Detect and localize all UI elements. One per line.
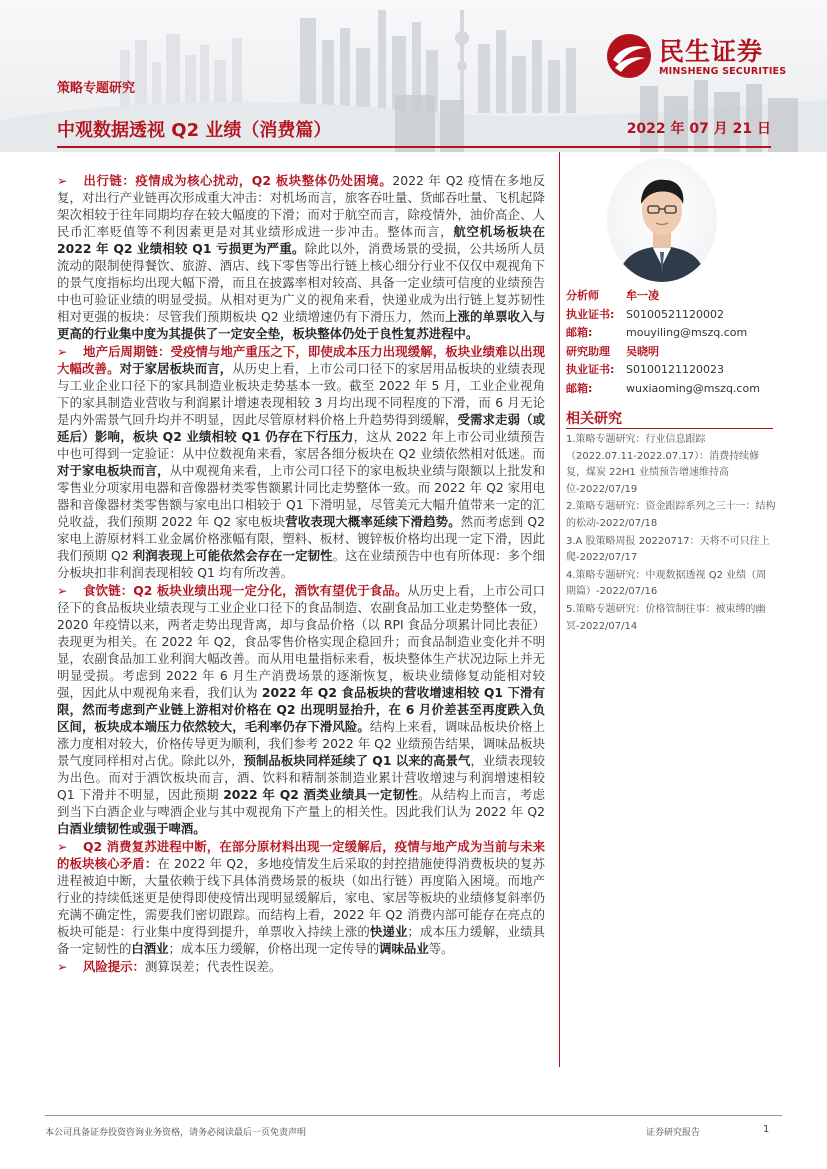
paragraph-consumption-recovery: ➢ Q2 消费复苏进程中断，在部分原材料出现一定缓解后，疫情与地产成为当前与未来的板块核心矛盾：在 2022 年 Q2，多地疫情发生后采取的封控措施使得消费板块的复苏进程被迫中断，大量依赖于线下具体消费场景的板块（如出行链）再度陷入困境。而地产行业的持续低迷更是使得即使疫情出现明显缓解后，家电、家居等板块的业绩修复斜率仍充满不确定性，需要我们密切跟踪。而结构上看，2022 年 Q2 消费内部可能存在亮点的板块可能是：行业集中度得到提升，单票收入持续上涨的快递业；成本压力缓解，业绩具备一定韧性的白酒业；成本压力缓解，价格出现一定传导的调味品业等。 [57, 839, 546, 956]
report-title: 中观数据透视 Q2 业绩（消费篇） [57, 120, 332, 141]
paragraph-travel: ➢ 出行链：疫情成为核心扰动，Q2 板块整体仍处困境。2022 年 Q2 疫情在多地反复，对出行产业链再次形成重大冲击：对机场而言，旅客吞吐量、货邮吞吐量、飞机起降架次相较于往年同期均存在较大幅度的下滑；而对于航空而言，除疫情外，油价高企、人民币汇率贬值等不利因素更是对其业绩形成进一步冲击。整体而言，航空机场板块在 2022 年 Q2 业绩相较 Q1 亏损更为严重。除此以外，消费场景的受损，公共场所人员流动的限制使得餐饮、旅游、酒店、线下零售等出行链上核心细分行业不仅仅中观视角下的景气度指标均出现大幅下滑，而且在披露率相对较高、具备一定业绩可信度的业绩预告中也可验证业绩的明显受损。从相对更为广义的视角来看，快递业成为出行链上复苏韧性相对更强的板块：尽管我们预期板块 Q2 业绩增速仍有下滑压力，然而上涨的单票收入与更高的行业集中度为其提供了一定安全垫，板块整体仍处于良性复苏进程中。 [57, 173, 546, 341]
related-research-divider [566, 428, 773, 429]
column-divider [559, 152, 560, 1067]
analyst-info [566, 287, 776, 398]
logo-text-cn: 民生证券 [659, 37, 764, 66]
analyst-row: 研究助理 吴晓明 [566, 344, 659, 358]
related-research-item[interactable]: 5.策略专题研究：价格管制往事：被束缚的幽冥-2022/07/14 [566, 603, 766, 632]
logo-text-en: MINSHENG SECURITIES [659, 66, 787, 77]
related-research-title: 相关研究 [566, 411, 622, 427]
footer-divider [45, 1115, 782, 1116]
paragraph-risk: ➢ 风险提示：测算误差；代表性误差。 [57, 959, 282, 974]
footer-doc-type: 证券研究报告 [646, 1128, 701, 1138]
report-date: 2022 年 07 月 21 日 [626, 121, 771, 137]
paragraph-real-estate: ➢ 地产后周期链：受疫情与地产重压之下，即使成本压力出现缓解，板块业绩难以出现大幅改善。对于家居板块而言，从历史上看，上市公司口径下的家居用品板块的业绩表现与工业企业口径下的家具制造业板块走势基本一致。截至 2022 年 5 月，工业企业视角下的家具制造业营收与利润累计增速表现相较 3 月均出现不同程度的下滑，而 6 月无论是内外需景气回升均并不明显，因此尽管原材料价格上升趋势得到缓解，受需求走弱（或延后）影响，板块 Q2 业绩相较 Q1 仍存在下行压力，这从 2022 年上市公司业绩预告中也可得到一定验证：从中位数视角来看，家居各细分板块在 Q2 业绩依然相对低迷。而对于家电板块而言，从中观视角来看，上市公司口径下的家电板块业绩与限额以上批发和零售业分项家用电器和音像器材类零售额累计同比走势整体一致。而 2022 年 Q2 家用电器和音像器材类零售额与家电出口相较于 Q1 下滑明显，尽管美元大幅升值带来一定的汇兑收益，我们预期 2022 年 Q2 家电板块营收表现大概率延续下滑趋势。然而考虑到 Q2 家电上游原材料工业金属价格涨幅有限，塑料、板材、镀锌板价格均出现一定下滑，因此我们预期 Q2 利润表现上可能依然会存在一定韧性。这在业绩预告中也有所体现：多个细分板块扣非利润表现相较 Q1 均有所改善。 [57, 344, 546, 580]
page-number: 1 [763, 1124, 770, 1135]
report-type: 策略专题研究 [57, 81, 136, 96]
bullet-arrow-icon: ➢ [57, 839, 68, 854]
header-banner [0, 0, 827, 152]
analyst-row: 邮箱: mouyiling@mszq.com [566, 326, 748, 339]
analyst-portrait-image [607, 158, 717, 282]
related-research-list [566, 432, 776, 636]
bullet-arrow-icon: ➢ [57, 959, 68, 974]
report-body [57, 172, 545, 975]
header-divider [57, 146, 771, 148]
analyst-row: 执业证书: S0100121120023 [566, 363, 724, 376]
analyst-photo [607, 158, 717, 282]
bullet-arrow-icon: ➢ [57, 173, 68, 188]
analyst-row: 分析师 牟一凌 [566, 289, 659, 302]
related-research-item[interactable]: 1.策略专题研究：行业信息跟踪（2022.07.11-2022.07.17）：消费持续修复，煤炭 22H1 业绩预告增速维持高位-2022/07/19 [566, 434, 760, 495]
analyst-row: 邮箱: wuxiaoming@mszq.com [566, 381, 760, 395]
company-logo [605, 30, 805, 86]
related-research-item[interactable]: 2.策略专题研究：资金跟踪系列之三十一：结构的松动-2022/07/18 [566, 501, 776, 529]
related-research-item[interactable]: 4.策略专题研究：中观数据透视 Q2 业绩（周期篇）-2022/07/16 [566, 569, 767, 598]
footer-disclaimer: 本公司具备证券投资咨询业务资格，请务必阅读最后一页免责声明 [45, 1128, 307, 1138]
paragraph-food-beverage: ➢ 食饮链：Q2 板块业绩出现一定分化，酒饮有望优于食品。从历史上看，上市公司口径下的食品板块业绩表现与工业企业口径下的食品制造、农副食品加工业走势整体一致，2020 年疫情以来，两者走势出现背离，却与食品价格（以 RPI 食品分项累计同比表征）表现更为相关。在 2022 年 Q2，食品零售价格实现企稳回升；而食品制造业变化并不明显，农副食品加工业利润大幅改善。而从用电量指标来看，板块整体生产状况边际上并无明显受损。考虑到 2022 年 6 月生产消费场景的逐渐恢复，板块业绩修复动能相对较强，因此从中观视角来看，我们认为 2022 年 Q2 食品板块的营收增速相较 Q1 下滑有限，然而考虑到产业链上游相对价格在 Q2 出现明显抬升，在 6 月价差甚至再度跌入负区间，板块成本端压力依然较大，毛利率仍存下滑风险。结构上来看，调味品板块价格上涨力度相对较大，价格传导更为顺利，我们参考 2022 年 Q2 业绩预告结果，调味品板块景气度同样相对占优。除此以外，预制品板块同样延续了 Q1 以来的高景气，业绩表现较为出色。而对于酒饮板块而言，酒、饮料和精制茶制造业累计营收增速与利润增速相较 Q1 下滑并不明显，因此预期 2022 年 Q2 酒类业绩具一定韧性。从结构上而言，考虑到当下白酒企业与啤酒企业与其中观视角下产量上的相关性。因此我们认为 2022 年 Q2 白酒业绩韧性或强于啤酒。 [57, 583, 546, 836]
bullet-arrow-icon: ➢ [57, 344, 68, 359]
related-research-item[interactable]: 3.A 股策略周报 20220717：天将不可只往上爬-2022/07/17 [566, 535, 770, 564]
bullet-arrow-icon: ➢ [57, 583, 68, 598]
logo-mark-icon [605, 32, 653, 80]
analyst-row: 执业证书: S0100521120002 [566, 307, 724, 321]
